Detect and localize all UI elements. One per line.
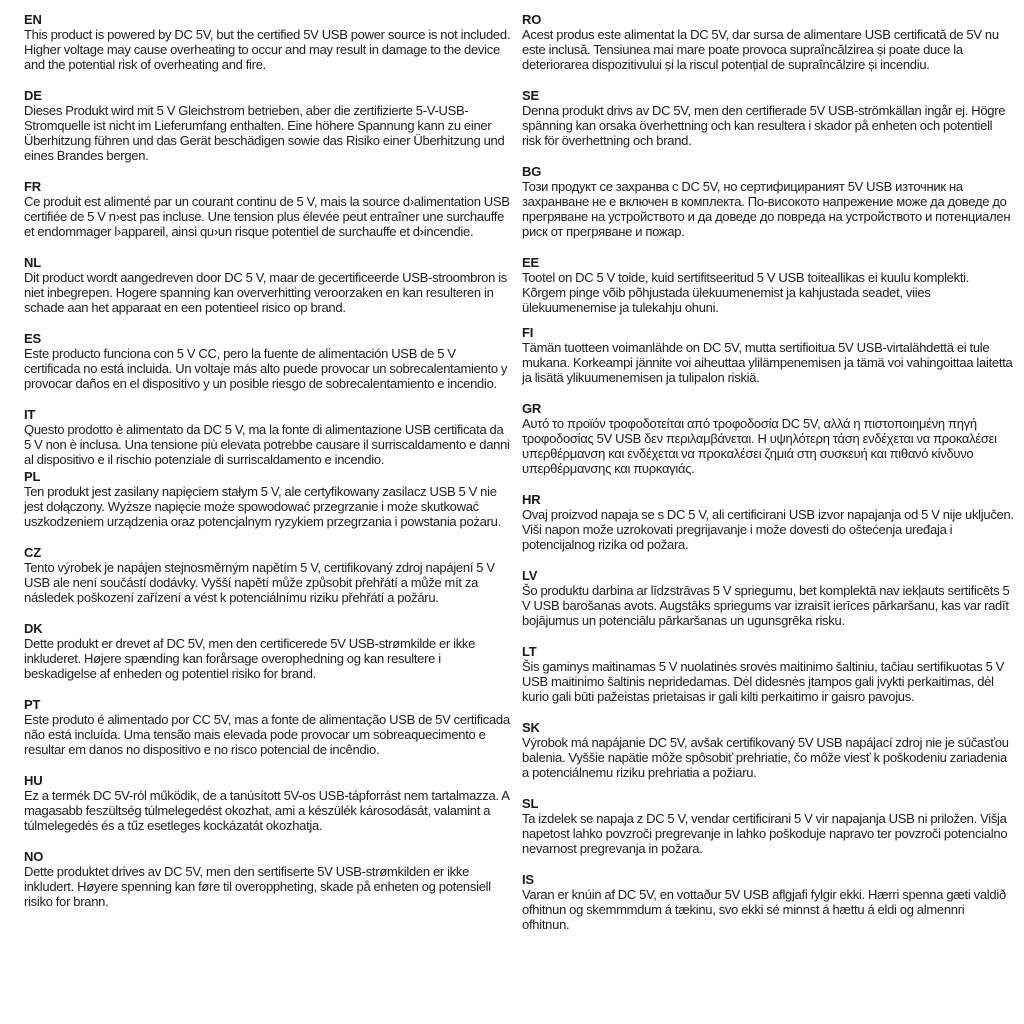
lang-block-cz	[24, 545, 512, 605]
language-code-label: SE	[522, 88, 539, 103]
warning-text: Dieses Produkt wird mit 5 V Gleichstrom betrieben, aber die zertifizierte 5-V-USB-Stromquelle ist nicht im Lieferumfang enthalten. Eine höhere Spannung kann zu einer Überhitzung führen und das Gerät beschädigen sowie das Risiko einer Überhitzung und eines Brandes bergen.	[24, 103, 505, 163]
lang-block-gr	[522, 401, 1014, 476]
lang-block-lt	[522, 644, 1014, 704]
warning-text: This product is powered by DC 5V, but the certified 5V USB power source is not included. Higher voltage may cause overheating to occur and may result in damage to the device and the potential risk of overheating and fire.	[24, 27, 511, 72]
warning-text: Denna produkt drivs av DC 5V, men den certifierade 5V USB-strömkällan ingår ej. Högre spänning kan orsaka överhettning och kan resultera i skador på enheten och potentiell risk för överhettning och brand.	[522, 103, 1006, 148]
left-column	[24, 12, 512, 948]
language-code-label: PL	[24, 469, 41, 484]
warning-text: Tämän tuotteen voimanlähde on DC 5V, mutta sertifioitua 5V USB-virtalähdettä ei tule mukana. Korkeampi jännite voi aiheuttaa ylilämpenemisen ja tämä voi vahingoittaa laitetta ja lisätä ylikuumenemisen ja tulipalon riskiä.	[522, 340, 1013, 385]
warning-text: Ovaj proizvod napaja se s DC 5 V, ali certificirani USB izvor napajanja od 5 V nije uključen. Viši napon može uzrokovati pregrijavanje i može dovesti do oštećenja uređaja i potencijalnog rizika od požara.	[522, 507, 1014, 552]
lang-block-fi	[522, 325, 1014, 385]
lang-block-dk	[24, 621, 512, 681]
language-code-label: SL	[522, 796, 539, 811]
language-code-label: FR	[24, 179, 41, 194]
lang-block-fr	[24, 179, 512, 239]
lang-block-ro	[522, 12, 1014, 72]
lang-block-pt	[24, 697, 512, 757]
warning-text: Този продукт се захранва с DC 5V, но сертифицираният 5V USB източник на захранване не е включен в комплекта. По-високото напрежение може да доведе до прегряване на устройството и да доведе до повреда на устройството и потенциален риск от прегряване и пожар.	[522, 179, 1011, 239]
warning-text: Dette produkt er drevet af DC 5V, men den certificerede 5V USB-strømkilde er ikke inkluderet. Højere spænding kan forårsage overophedning og kan resultere i beskadigelse af enheden og potentiel risiko for brand.	[24, 636, 476, 681]
warning-text: Ce produit est alimenté par un courant continu de 5 V, mais la source d›alimentation USB certifiée de 5 V n›est pas incluse. Une tension plus élevée peut entraîner une surchauffe et endommager l›appareil, ainsi qu›un risque potentiel de surchauffe et d›incendie.	[24, 194, 510, 239]
lang-block-it	[24, 407, 512, 467]
language-code-label: BG	[522, 164, 542, 179]
warning-text: Ta izdelek se napaja z DC 5 V, vendar certificirani 5 V vir napajanja USB ni priložen. Višja napetost lahko povzroči pregrevanje in lahko poškoduje napravo ter povzroči potencialno nevarnost pregrevanja in požara.	[522, 811, 1008, 856]
lang-block-de	[24, 88, 512, 163]
lang-block-sk	[522, 720, 1014, 780]
language-code-label: FI	[522, 325, 534, 340]
language-code-label: IT	[24, 407, 36, 422]
language-code-label: LV	[522, 568, 538, 583]
warning-text: Ez a termék DC 5V-ról működik, de a tanúsított 5V-os USB-tápforrást nem tartalmazza. A magasabb feszültség túlmelegedést okozhat, ami a készülék károsodását, valamint a túlmelegedés és a tűz esetleges kockázatát okozhatja.	[24, 788, 509, 833]
warning-text: Ten produkt jest zasilany napięciem stałym 5 V, ale certyfikowany zasilacz USB 5 V nie jest dołączony. Wyższe napięcie może spowodować przegrzanie i może skutkować uszkodzeniem urządzenia oraz potencjalnym ryzykiem przegrzania i powstania pożaru.	[24, 484, 501, 529]
language-code-label: NL	[24, 255, 41, 270]
warning-text: Tento výrobek je napájen stejnosměrným napětím 5 V, certifikovaný zdroj napájení 5 V USB ale není součástí dodávky. Vyšší napětí může způsobit přehřátí a může mít za následek poškození zařízení a vést k potenciálnímu riziku přehřátí a požáru.	[24, 560, 495, 605]
lang-block-nl	[24, 255, 512, 315]
lang-block-en	[24, 12, 512, 72]
warning-text: Varan er knúin af DC 5V, en vottaður 5V USB aflgjafi fylgir ekki. Hærri spenna gæti valdið ofhitnun og skemmmdum á tækinu, svo ekki sé minnst á hættu á eldi og almennri ofhitnun.	[522, 887, 1006, 932]
warning-text: Acest produs este alimentat la DC 5V, dar sursa de alimentare USB certificată de 5V nu este inclusă. Tensiunea mai mare poate provoca supraîncălzirea și poate duce la deteriorarea dispozitivului și la riscul potențial de supraîncălzire și incendiu.	[522, 27, 999, 72]
language-code-label: HU	[24, 773, 43, 788]
language-code-label: EN	[24, 12, 42, 27]
lang-block-no	[24, 849, 512, 909]
lang-block-lv	[522, 568, 1014, 628]
warning-text: Tootel on DC 5 V toide, kuid sertifitseeritud 5 V USB toiteallikas ei kuulu komplekti. Kõrgem pinge võib põhjustada ülekuumenemist ja kahjustada seadet, viies ülekuumenemise ja tulekahju ohuni.	[522, 270, 970, 315]
warning-text: Výrobok má napájanie DC 5V, avšak certifikovaný 5V USB napájací zdroj nie je súčasťou balenia. Vyššie napätie môže spôsobiť prehriatie, čo môže viesť k poškodeniu zariadenia a potenciálnemu riziku prehriatia a požiaru.	[522, 735, 1009, 780]
warning-text: Šo produktu darbina ar līdzstrāvas 5 V spriegumu, bet komplektā nav iekļauts sertificēts 5 V USB barošanas avots. Augstāks spriegums var izraisīt ierīces pārkaršanu, kas var radīt bojājumus un potenciālu pārkaršanas un ugunsgrēka risku.	[522, 583, 1010, 628]
lang-block-pl	[24, 469, 512, 529]
warning-text: Αυτό το προϊόν τροφοδοτείται από τροφοδοσία DC 5V, αλλά η πιστοποιημένη πηγή τροφοδοσίας 5V USB δεν περιλαμβάνεται. Η υψηλότερη τάση ενδέχεται να προκαλέσει υπερθέρμανση και ενδέχεται να προκαλέσει ζημιά στη συσκευή και πιθανό κίνδυνο υπερθέρμανσης και πυρκαγιάς.	[522, 416, 997, 476]
language-code-label: DE	[24, 88, 42, 103]
warning-text: Dette produktet drives av DC 5V, men den sertifiserte 5V USB-strømkilden er ikke inkludert. Høyere spenning kan føre til overoppheting, skade på enheten og potensiell risiko for brann.	[24, 864, 491, 909]
warning-text: Este producto funciona con 5 V CC, pero la fuente de alimentación USB de 5 V certificada no está incluida. Un voltaje más alto puede provocar un sobrecalentamiento y provocar daños en el dispositivo y un posible riesgo de sobrecalentamiento e incendio.	[24, 346, 508, 391]
lang-block-hr	[522, 492, 1014, 552]
lang-block-es	[24, 331, 512, 391]
language-code-label: NO	[24, 849, 44, 864]
language-code-label: ES	[24, 331, 41, 346]
warning-text: Questo prodotto è alimentato da DC 5 V, ma la fonte di alimentazione USB certificata da 5 V non è inclusa. Una tensione più elevata potrebbe causare il surriscaldamento e danni al dispositivo e il rischio potenziale di surriscaldamento e incendio.	[24, 422, 510, 467]
language-code-label: RO	[522, 12, 542, 27]
warning-text: Este produto é alimentado por CC 5V, mas a fonte de alimentação USB de 5V certificada não está incluída. Uma tensão mais elevada pode provocar um sobreaquecimento e resultar em danos no dispositivo e no risco potencial de incêndio.	[24, 712, 510, 757]
language-code-label: PT	[24, 697, 41, 712]
language-code-label: SK	[522, 720, 540, 735]
language-code-label: LT	[522, 644, 537, 659]
language-code-label: IS	[522, 872, 534, 887]
lang-block-sl	[522, 796, 1014, 856]
lang-block-se	[522, 88, 1014, 148]
lang-block-hu	[24, 773, 512, 833]
lang-block-bg	[522, 164, 1014, 239]
warning-text: Dit product wordt aangedreven door DC 5 V, maar de gecertificeerde USB-stroombron is niet inbegrepen. Hogere spanning kan oververhitting veroorzaken en kan resulteren in schade aan het apparaat en een potentieel risico op brand.	[24, 270, 508, 315]
lang-block-is	[522, 872, 1014, 932]
language-code-label: CZ	[24, 545, 41, 560]
language-code-label: HR	[522, 492, 541, 507]
language-code-label: DK	[24, 621, 43, 636]
lang-block-ee	[522, 255, 1014, 315]
language-code-label: EE	[522, 255, 539, 270]
right-column	[522, 12, 1014, 948]
warning-text: Šis gaminys maitinamas 5 V nuolatinės srovės maitinimo šaltiniu, tačiau sertifikuotas 5 V USB maitinimo šaltinis nepridedamas. Dėl didesnės įtampos gali įvykti perkaitimas, dėl kurio gali būti pažeistas prietaisas ir gali kilti perkaitimo ir gaisro pavojus.	[522, 659, 1005, 704]
language-code-label: GR	[522, 401, 542, 416]
